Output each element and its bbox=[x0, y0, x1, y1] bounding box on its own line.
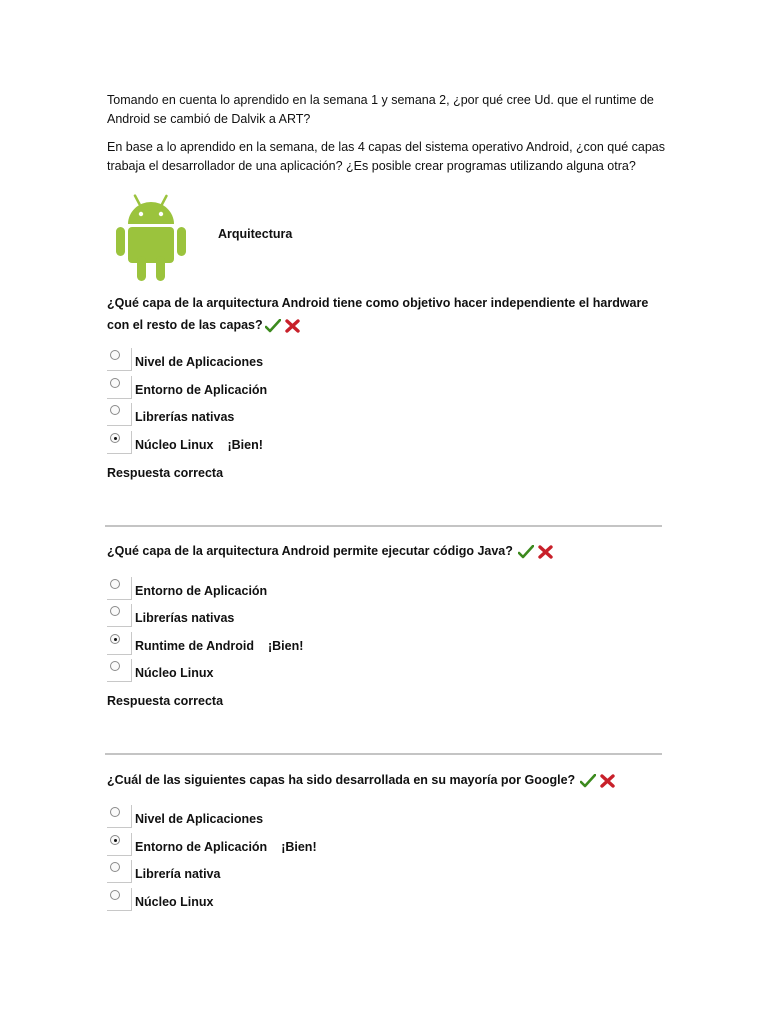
radio-cell bbox=[107, 833, 132, 856]
q2-option-4[interactable] bbox=[107, 665, 507, 689]
intro-paragraph-1: Tomando en cuenta lo aprendido en la semana 1 y semana 2, ¿por qué cree Ud. que el runtime de Android se cambió de Dalvik a ART? bbox=[107, 93, 654, 126]
radio-cell bbox=[107, 659, 132, 682]
radio-button-selected[interactable] bbox=[110, 634, 120, 644]
check-icon bbox=[265, 319, 281, 333]
divider bbox=[105, 753, 662, 755]
radio-button[interactable] bbox=[110, 661, 120, 671]
radio-button[interactable] bbox=[110, 606, 120, 616]
intro-paragraph-2: En base a lo aprendido en la semana, de las 4 capas del sistema operativo Android, ¿con qué capas trabaja el desarrollador de una aplicación? ¿Es posible crear programas utilizando alguna otra? bbox=[107, 140, 665, 173]
q2-option-2[interactable] bbox=[107, 610, 507, 634]
radio-cell bbox=[107, 431, 132, 454]
q1-option-4[interactable] bbox=[107, 437, 507, 461]
q2-option-3[interactable] bbox=[107, 638, 507, 662]
option-label: Entorno de Aplicación bbox=[135, 383, 268, 397]
q3-option-3[interactable] bbox=[107, 866, 507, 890]
option-label: Entorno de Aplicación bbox=[135, 584, 268, 598]
radio-cell bbox=[107, 860, 132, 883]
radio-cell bbox=[107, 376, 132, 399]
q2-result: Respuesta correcta bbox=[107, 694, 224, 708]
radio-cell bbox=[107, 604, 132, 627]
radio-button[interactable] bbox=[110, 579, 120, 589]
radio-cell bbox=[107, 888, 132, 911]
question-2 bbox=[107, 540, 667, 562]
radio-cell bbox=[107, 632, 132, 655]
radio-button[interactable] bbox=[110, 807, 120, 817]
divider bbox=[105, 525, 662, 527]
radio-button[interactable] bbox=[110, 890, 120, 900]
option-label bbox=[135, 840, 317, 854]
radio-button-selected[interactable] bbox=[110, 433, 120, 443]
radio-cell bbox=[107, 348, 132, 371]
option-text: Entorno de Aplicación bbox=[135, 840, 268, 854]
cross-icon bbox=[285, 319, 300, 333]
option-label: Librerías nativas bbox=[135, 410, 235, 424]
radio-cell bbox=[107, 805, 132, 828]
q1-result: Respuesta correcta bbox=[107, 466, 224, 480]
option-label bbox=[135, 639, 303, 653]
radio-button[interactable] bbox=[110, 405, 120, 415]
radio-cell bbox=[107, 403, 132, 426]
q1-option-1[interactable] bbox=[107, 354, 507, 378]
question-1 bbox=[107, 292, 667, 336]
feedback-text: ¡Bien! bbox=[227, 438, 263, 452]
option-label: Nivel de Aplicaciones bbox=[135, 812, 264, 826]
option-label: Librerías nativas bbox=[135, 611, 235, 625]
radio-cell bbox=[107, 577, 132, 600]
q1-option-2[interactable] bbox=[107, 382, 507, 406]
radio-button-selected[interactable] bbox=[110, 835, 120, 845]
option-text: Runtime de Android bbox=[135, 639, 254, 653]
radio-button[interactable] bbox=[110, 378, 120, 388]
q3-option-1[interactable] bbox=[107, 811, 507, 835]
q1-option-3[interactable] bbox=[107, 409, 507, 433]
android-robot-icon bbox=[112, 192, 190, 282]
q3-option-2[interactable] bbox=[107, 839, 507, 863]
option-text: Núcleo Linux bbox=[135, 438, 214, 452]
check-icon bbox=[580, 774, 596, 788]
question-3-text: ¿Cuál de las siguientes capas ha sido desarrollada en su mayoría por Google? bbox=[107, 773, 576, 787]
cross-icon bbox=[600, 774, 615, 788]
question-3 bbox=[107, 769, 667, 791]
option-label: Librería nativa bbox=[135, 867, 221, 881]
q3-option-4[interactable] bbox=[107, 894, 507, 918]
radio-button[interactable] bbox=[110, 350, 120, 360]
check-icon bbox=[518, 545, 534, 559]
option-label bbox=[135, 438, 263, 452]
section-title: Arquitectura bbox=[218, 227, 293, 241]
q2-option-1[interactable] bbox=[107, 583, 507, 607]
question-2-text: ¿Qué capa de la arquitectura Android permite ejecutar código Java? bbox=[107, 544, 513, 558]
feedback-text: ¡Bien! bbox=[267, 639, 304, 653]
question-1-text: ¿Qué capa de la arquitectura Android tiene como objetivo hacer independiente el hardware con el resto de las capas? bbox=[107, 296, 649, 332]
cross-icon bbox=[538, 545, 553, 559]
option-label: Núcleo Linux bbox=[135, 666, 214, 680]
option-label: Núcleo Linux bbox=[135, 895, 214, 909]
feedback-text: ¡Bien! bbox=[281, 840, 317, 854]
option-label: Nivel de Aplicaciones bbox=[135, 355, 264, 369]
radio-button[interactable] bbox=[110, 862, 120, 872]
